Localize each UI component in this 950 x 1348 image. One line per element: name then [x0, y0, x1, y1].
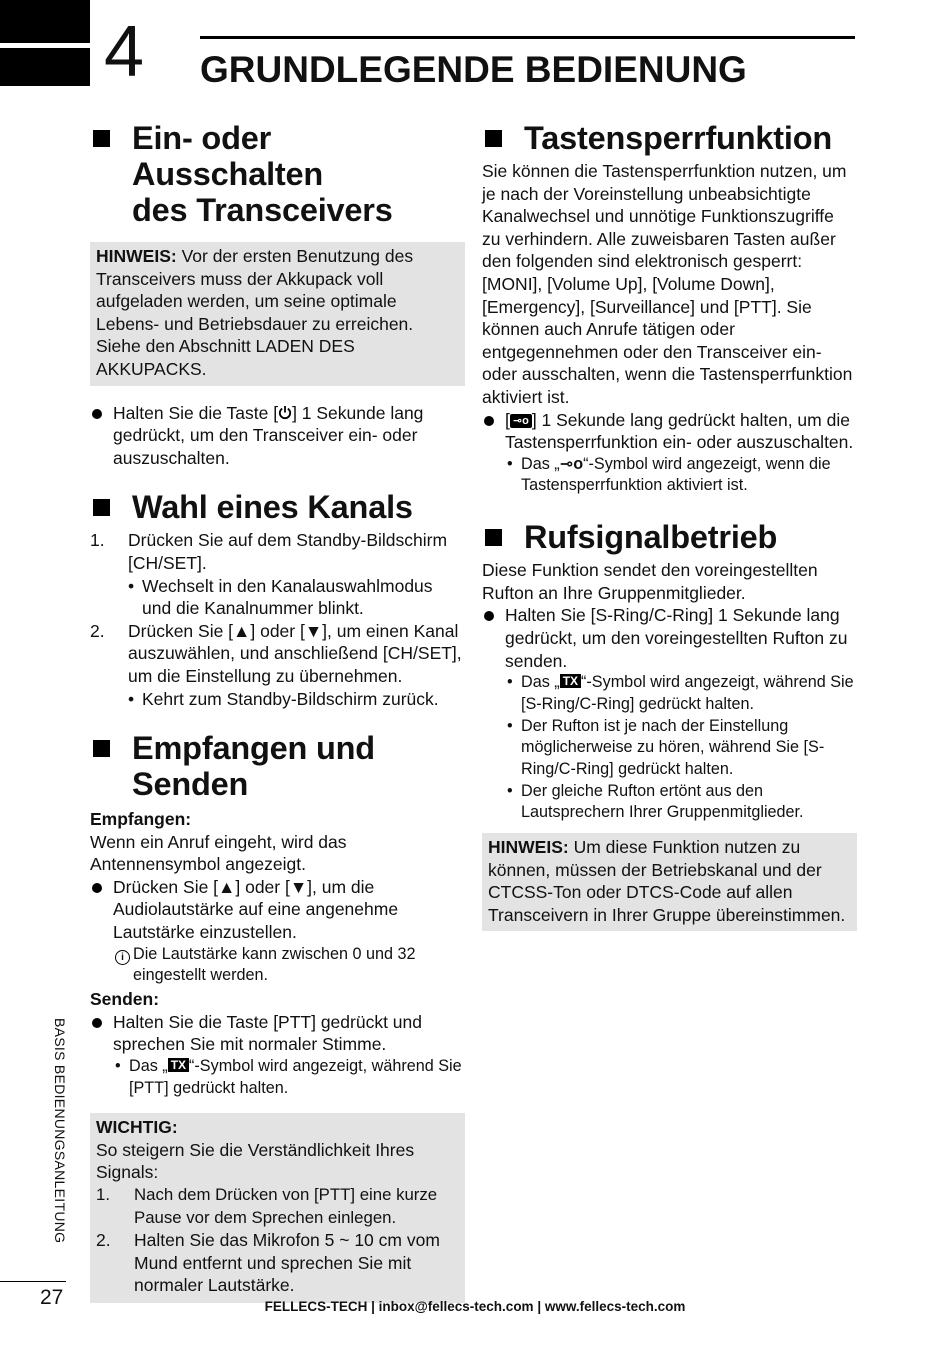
bullet-dot-icon: [92, 409, 102, 419]
heading-square-icon: [93, 130, 110, 147]
page-number-rule: [0, 1281, 66, 1282]
heading-keylock: Tastensperrfunktion: [482, 120, 857, 156]
bullet-dot-icon: [92, 1018, 102, 1028]
right-column: [482, 120, 857, 931]
heading-power: Ein- oder Ausschalten des Transceivers: [90, 120, 465, 228]
volume-info: i Die Lautstärke kann zwischen 0 und 32 eingestellt werden.: [113, 944, 465, 987]
power-bullet: Halten Sie die Taste [ ] 1 Sekunde lang gedrückt, um den Transceiver ein- oder auszuschalten.: [90, 402, 465, 470]
channel-step: 1. Drücken Sie auf dem Standby-Bildschirm [CH/SET].: [90, 530, 448, 573]
bullet-dot-icon: [484, 416, 494, 426]
footer-company: FELLECS-TECH: [264, 1299, 368, 1314]
heading-square-icon: [485, 130, 502, 147]
heading-square-icon: [93, 740, 110, 757]
key-lock-icon: ⊸o: [510, 414, 532, 428]
send-label: Senden:: [90, 989, 160, 1010]
ring-sub: • Der gleiche Rufton ertönt aus den Lautsprechern Ihrer Gruppenmitglieder.: [507, 781, 804, 822]
important-item: 1. Nach dem Drücken von [PTT] eine kurze Pause vor dem Sprechen einlegen.: [96, 1185, 438, 1227]
ring-sub: • Das „ TX “-Symbol wird angezeigt, während Sie [S-Ring/C-Ring] gedrückt halten.: [507, 673, 854, 713]
channel-steps: [90, 529, 465, 710]
header-bar-top: [0, 0, 90, 43]
heading-rxtx: Empfangen und Senden: [90, 730, 465, 802]
footer-email[interactable]: inbox@fellecs-tech.com: [378, 1299, 534, 1314]
info-icon: i: [115, 950, 130, 965]
channel-step-sub: • Wechselt in den Kanalauswahlmodus und die Kanalnummer blinkt.: [128, 575, 433, 619]
footer-website[interactable]: www.fellecs-tech.com: [544, 1299, 686, 1314]
page-number: 27: [40, 1286, 64, 1309]
channel-step: 2. Drücken Sie [▲] oder [▼], um einen Kanal auszuwählen, und anschließend [CH/SET], um die Einstellung zu übernehmen.: [90, 620, 462, 686]
side-label: BASIS BEDIENUNGSANLEITUNG: [52, 1018, 68, 1244]
important-box: WICHTIG: So steigern Sie die Verständlichkeit Ihres Signals: 1. Nach dem Drücken von [PTT] eine kurze Pause vor dem Sprechen einlegen. 2. Halten Sie das Mikrofon 5 ~ 10 cm vom Mund entfernt und sprechen Sie mit normaler Lautstärke.: [90, 1113, 465, 1303]
power-icon: [278, 405, 292, 420]
chapter-title: GRUNDLEGENDE BEDIENUNG: [200, 49, 747, 90]
chapter-number: 4: [104, 12, 145, 92]
keylock-paragraph: Sie können die Tastensperrfunktion nutzen, um je nach der Voreinstellung unbeabsichtigte Kanalwechsel und unnötige Funktionszugriffe zu verhindern. Alle zuweisbaren Tasten außer den folgenden sind elektronisch gesperrt: [MONI], [Volume Up], [Volume Down], [Emergency], [Surveillance] und [PTT]. Sie können auch Anrufe tätigen oder entgegennehmen oder den Transceiver ein- oder ausschalten, wenn die Tastensperrfunktion aktiviert ist.: [482, 161, 853, 407]
channel-step-sub: • Kehrt zum Standby-Bildschirm zurück.: [128, 688, 439, 709]
heading-ring: Rufsignalbetrieb: [482, 519, 857, 555]
receive-text: Wenn ein Anruf eingeht, wird das Antennensymbol angezeigt.: [90, 831, 347, 875]
tx-icon: TX: [560, 674, 581, 688]
header-bar-bottom: [0, 48, 90, 86]
receive-label: Empfangen:: [90, 809, 192, 830]
chapter-rule: [200, 36, 855, 39]
ring-paragraph: Diese Funktion sendet den voreingestellten Rufton an Ihre Gruppenmitglieder.: [482, 560, 818, 603]
footer: FELLECS-TECH | inbox@fellecs-tech.com | www.fellecs-tech.com: [264, 1299, 686, 1314]
ring-bullet: Halten Sie [S-Ring/C-Ring] 1 Sekunde lang gedrückt, um den voreingestellten Rufton zu senden.: [482, 604, 857, 672]
heading-channel: Wahl eines Kanals: [90, 489, 465, 525]
heading-square-icon: [485, 529, 502, 546]
bullet-dot-icon: [484, 611, 494, 621]
send-bullet: Halten Sie die Taste [PTT] gedrückt und sprechen Sie mit normaler Stimme.: [90, 1011, 465, 1056]
left-column: [90, 120, 465, 1303]
bullet-dot-icon: [92, 883, 102, 893]
power-note: HINWEIS: Vor der ersten Benutzung des Transceivers muss der Akkupack voll aufgeladen werden, um seine optimale Lebens- und Betriebsdauer zu erreichen. Siehe den Abschnitt LADEN DES AKKUPACKS.: [90, 242, 465, 386]
tx-icon: TX: [168, 1058, 189, 1072]
send-sub: • Das „ TX “-Symbol wird angezeigt, während Sie [PTT] gedrückt halten.: [115, 1056, 462, 1097]
important-item: 2. Halten Sie das Mikrofon 5 ~ 10 cm vom Mund entfernt und sprechen Sie mit normaler Lautstärke.: [96, 1230, 440, 1296]
key-symbol-icon: ⊸o: [559, 454, 584, 473]
heading-square-icon: [93, 499, 110, 516]
ring-sub: • Der Rufton ist je nach der Einstellung möglicherweise zu hören, während Sie [S-Ring/C-Ring] gedrückt halten.: [507, 716, 825, 778]
ring-note: HINWEIS: Um diese Funktion nutzen zu können, müssen der Betriebskanal und der CTCSS-Ton oder DTCS-Code auf allen Transceivern in Ihrer Gruppe übereinstimmen.: [482, 833, 857, 931]
keylock-sub: • Das „⊸o“-Symbol wird angezeigt, wenn die Tastensperrfunktion aktiviert ist.: [507, 454, 831, 495]
keylock-bullet: [ ⊸o ] 1 Sekunde lang gedrückt halten, um die Tastensperrfunktion ein- oder auszuschalten.: [482, 409, 857, 454]
receive-bullet: Drücken Sie [▲] oder [▼], um die Audiolautstärke auf eine angenehme Lautstärke einzustellen.: [90, 876, 465, 944]
